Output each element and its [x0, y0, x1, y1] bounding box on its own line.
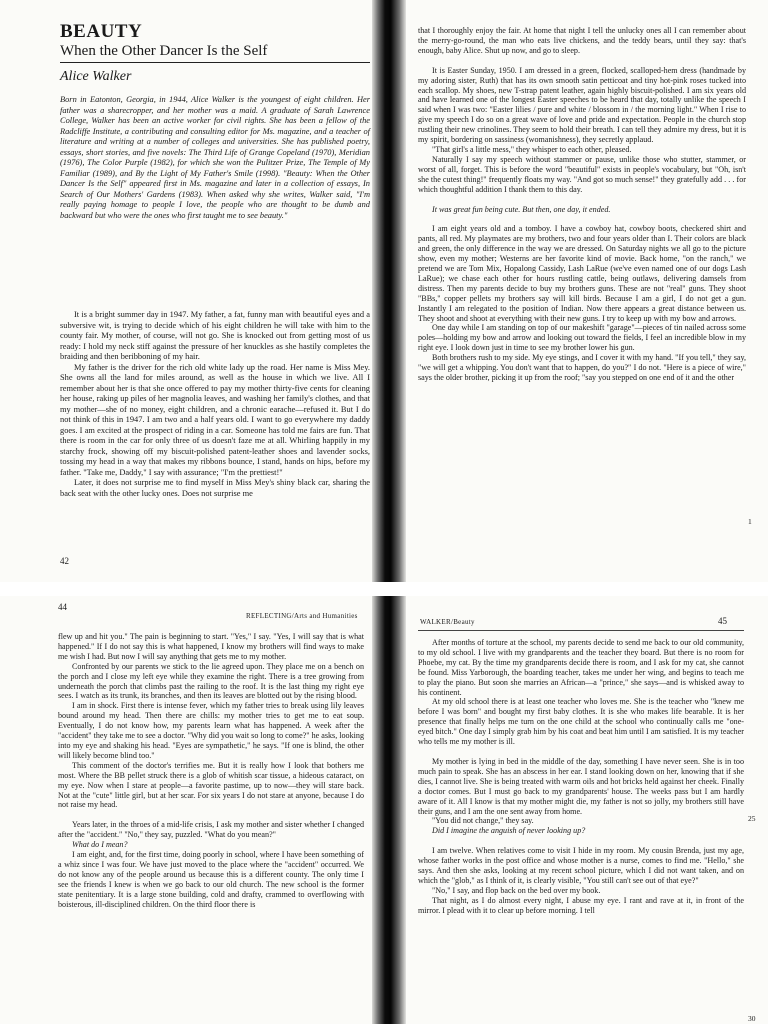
running-head: REFLECTING/Arts and Humanities — [246, 612, 358, 620]
essay-subtitle: When the Other Dancer Is the Self — [60, 43, 268, 59]
paragraph: I am twelve. When relatives come to visit I hide in my room. My cousin Brenda, just my age, whose father works in the post office and whose mother is a nurse, comes to find me. "Hello," she says. And then she asks, looking at my recent school picture, which I did not want taken, and on which the "glob," as I think of it, is clearly visible, "You still can't see out of that eye?" — [418, 846, 744, 885]
body-text-p44 — [58, 632, 364, 909]
section-break-line: It was great fun being cute. But then, one day, it ended. — [432, 204, 611, 214]
author-bio: Born in Eatonton, Georgia, in 1944, Alice Walker is the youngest of eight children. Her father was a sharecropper, and her mother was a maid. A graduate of Sarah Lawrence College, Walker has been an active worker for civil rights. She has been a fellow of the Radcliffe Institute, a contributing and consulting editor for Ms. magazine, and a teacher of literature and writing at a number of colleges and universities. She has published poetry, essays, short stories, and five novels: The Third Life of Grange Copeland (1970), Meridian (1976), The Color Purple (1982), for which she won the Pulitzer Prize, The Temple of My Familiar (1989), and By the Light of My Father's Smile (1998). "Beauty: When the Other Dancer Is the Self" appeared first in Ms. magazine and later in a collection of essays, In Search of Our Mothers' Gardens (1983). When asked why she writes, Walker said, "I'm really paying homage to people I love, the people who are thought to be dumb and backward but who were the ones who first taught me to see beauty." — [60, 95, 370, 220]
running-head: WALKER/Beauty — [420, 618, 475, 626]
body-text-p43 — [418, 26, 746, 383]
paragraph: Confronted by our parents we stick to the lie agreed upon. They place me on a bench on the porch and I close my left eye while they examine the right. There is a tree growing from underneath the porch that climbs past the railing to the roof. It is the last thing my right eye sees. I watch as its trunk, its branches, and then its leaves are blotted out by the rising blood. — [58, 661, 364, 701]
paragraph: My mother is lying in bed in the middle of the day, something I have never seen. She is in too much pain to speak. She has an abscess in her ear. I stand looking down on her, knowing that if she dies, I cannot live. She is being treated with warm oils and hot bricks held against her cheek. Finally a doctor comes. But I must go back to my grandparents' house. The weeks pass but I am hardly aware of it. All I know is that my mother might die, my father is not so jolly, my brothers still have their guns, and I am the one sent away from home. — [418, 756, 744, 816]
book-gutter-shadow — [372, 596, 406, 1024]
paragraph: I am eight, and, for the first time, doing poorly in school, where I have been something of a whiz since I was four. We have just moved to the place where the "accident" occurred. We do not know any of the people around us because this is a different county. The only time I see the friends I knew is when we go back to our old church. The new school is the former state penitentiary. It is a large stone building, cold and drafty, crammed to overflowing with boisterous, ill-disciplined children. On the third floor there is — [58, 850, 364, 909]
paragraph: What do I mean? — [72, 840, 128, 850]
page-44 — [0, 596, 384, 1024]
line-number: 30 — [748, 1014, 756, 1023]
author-name: Alice Walker — [60, 69, 132, 84]
paragraph: Years later, in the throes of a mid-life crisis, I ask my mother and sister whether I changed after the "accident." "No," they say, puzzled. "What do you mean?" — [58, 820, 364, 840]
paragraph: One day while I am standing on top of our makeshift "garage"—pieces of tin nailed across some poles—holding my bow and arrow and looking out toward the fields, I feel an incredible blow in my right eye. I look down just in time to see my brother lower his gun. — [418, 323, 746, 353]
paragraph: flew up and hit you." The pain is beginning to start. "Yes," I say. "Yes, I will say that is what happened." If I do not say this is what happened, I know my brothers will find ways to make me wish I had. But now I will say anything that gets me to my mother. — [58, 632, 364, 661]
paragraph: Naturally I say my speech without stammer or pause, unlike those who stutter, stammer, or worst of all, forget. This is before the word "beautiful" exists in people's vocabulary, but "Oh, isn't she the cutest thing!" frequently floats my way. "And got so much sense!" they gratefully add . . . for which thoughtful addition I thank them to this day. — [418, 154, 746, 194]
page-43 — [384, 0, 768, 582]
line-number: 1 — [748, 517, 752, 526]
page-number: 45 — [718, 616, 727, 626]
paragraph: This comment of the doctor's terrifies me. But it is really how I look that bothers me most. Where the BB pellet struck there is a glob of whitish scar tissue, a hideous cataract, on my eye. Now when I stare at people—a favorite pastime, up to now—they will stare back. Not at the "cute" little girl, but at her scar. For six years I do not stare at anyone, because I do not raise my head. — [58, 760, 364, 810]
page-45 — [384, 596, 768, 1024]
header-rule — [418, 630, 744, 631]
paragraph: "That girl's a little mess," they whisper to each other, pleased. — [432, 144, 632, 154]
book-gutter-shadow — [372, 0, 406, 582]
paragraph: It is a bright summer day in 1947. My father, a fat, funny man with beautiful eyes and a subversive wit, is trying to decide which of his eight children he will take with him to the county fair. My mother, of course, will not go. She is knocked out from getting most of us ready: I hold my neck stiff against the pressure of her knuckles as she hastily completes the braiding and then beribboning of my hair. — [60, 310, 370, 361]
page-number: 44 — [58, 602, 67, 612]
page-number: 42 — [60, 556, 69, 566]
paragraph: It is Easter Sunday, 1950. I am dressed in a green, flocked, scalloped-hem dress (handmade by my adoring sister, Ruth) that has its own smooth satin petticoat and tiny hot-pink roses tucked into each scallop. My shoes, new T-strap patent leather, again highly biscuit-polished. I am six years old and have learned one of the longest Easter speeches to be heard that day, totally unlike the speech I said when I was two: "Easter lilies / pure and white / blossom in / the morning light." When I rise to give my speech I do so on a great wave of love and pride and expectation. People in the church stop rustling their new crinolines. They seem to hold their breath. I can tell they admire my dress, but it is my spirit, bordering on sassiness (womanishness), they secretly applaud. — [418, 65, 746, 145]
paragraph: that I thoroughly enjoy the fair. At home that night I tell the unlucky ones all I can remember about the merry-go-round, the man who eats live chickens, and the teddy bears, until they say: that's enough, baby Alice. Shut up now, and go to sleep. — [418, 26, 746, 55]
spread-separator — [0, 582, 768, 596]
body-text-p45 — [418, 638, 744, 916]
line-number: 25 — [748, 814, 756, 823]
paragraph: After months of torture at the school, my parents decide to send me back to our old community, to my old school. I live with my grandparents and the teacher they board. But there is no room for Phoebe, my cat. By the time my grandparents decide there is room, and I ask for my cat, she cannot be found. Miss Yarborough, the boarding teacher, takes me under her wing, and begins to teach me to play the piano. But soon she marries an African—a "prince," she says—and is whisked away to his continent. — [418, 638, 744, 697]
paragraph: That night, as I do almost every night, I abuse my eye. I rant and rave at it, in front of the mirror. I plead with it to clear up before morning. I tell — [418, 895, 744, 915]
essay-header — [60, 22, 370, 221]
paragraph: I am in shock. First there is intense fever, which my father tries to break using lily leaves bound around my head. Then there are chills: my mother tries to get me to eat soup. Eventually, I do not know how, my parents learn what has happened. A week after the "accident" they take me to see a doctor. "Why did you wait so long to come?" he asks, looking into my eye and shaking his head. "Eyes are sympathetic," he says. "If one is blind, the other will likely become blind too." — [58, 701, 364, 760]
page-42 — [0, 0, 384, 582]
title-rule — [60, 62, 370, 63]
paragraph: Did I imagine the anguish of never looking up? — [432, 826, 586, 836]
paragraph: I am eight years old and a tomboy. I have a cowboy hat, cowboy boots, checkered shirt and pants, all red. My playmates are my brothers, two and four years older than I. Their colors are black and green, the only difference in the way we are dressed. On Saturday nights we all go to the picture show, even my mother; Westerns are her favorite kind of movie. Back home, "on the ranch," we pretend we are Tom Mix, Hopalong Cassidy, Lash LaRue (we've even named one of our dogs Lash LaRue); we chase each other for hours rustling cattle, being outlaws, delivering damsels from distress. Then my parents decide to buy my brothers guns. These are not "real" guns. They shoot "BBs," copper pellets my brothers say will kill birds. Because I am a girl, I do not get a gun. Instantly I am relegated to the position of Indian. Now there appears a great distance between us. They shoot and shoot at everything with their new guns. I try to keep up with my bow and arrows. — [418, 224, 746, 323]
paragraph: My father is the driver for the rich old white lady up the road. Her name is Miss Mey. She owns all the land for miles around, as well as the house in which we live. All I remember about her is that she once offered to pay my mother thirty-five cents for cleaning her house, raking up piles of her magnolia leaves, and washing her family's clothes, and that my mother—she of no money, eight children, and a chronic earache—refused it. But I do not think of this in 1947. I am two and a half years old. I want to go everywhere my daddy goes. I am excited at the prospect of riding in a car. Someone has told me fairs are fun. That there is room in the car for only three of us doesn't faze me at all. Whirling happily in my starchy frock, showing off my biscuit-polished patent-leather shoes and lavender socks, tossing my head in a way that makes my ribbons bounce, I stand, hands on hips, before my father. "Take me, Daddy," I say with assurance; "I'm the prettiest!" — [60, 362, 370, 477]
paragraph: "You did not change," they say. — [432, 816, 534, 826]
paragraph: At my old school there is at least one teacher who loves me. She is the teacher who "knew me before I was born" and bought my first baby clothes. It is she who makes life bearable. It is her presence that finally helps me turn on the one child at the school who continually calls me "one-eyed bitch." One day I simply grab him by his coat and beat him until I am satisfied. It is my teacher who tells me my mother is ill. — [418, 697, 744, 747]
paragraph: Later, it does not surprise me to find myself in Miss Mey's shiny black car, sharing the back seat with the other lucky ones. Does not surprise me — [60, 478, 370, 498]
paragraph: "No," I say, and flop back on the bed over my book. — [432, 885, 601, 895]
body-text-p42 — [60, 310, 370, 499]
paragraph: Both brothers rush to my side. My eye stings, and I cover it with my hand. "If you tell," they say, "we will get a whipping. You don't want that to happen, do you?" I do not. "Here is a piece of wire," says the older brother, picking it up from the roof; "say you stepped on one end of it and the other — [418, 353, 746, 382]
essay-title: BEAUTY — [60, 21, 143, 42]
